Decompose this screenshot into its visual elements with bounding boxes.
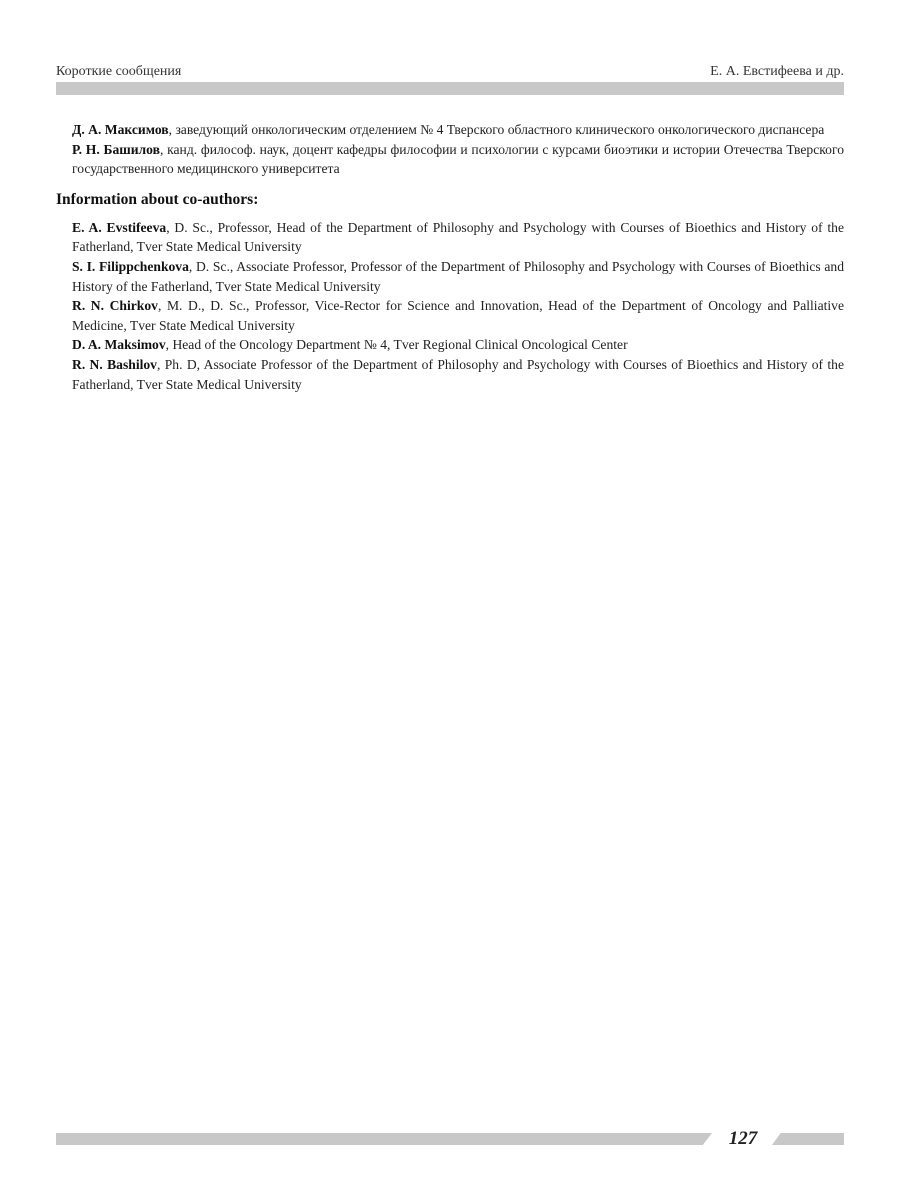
- author-name: R. N. Chirkov: [72, 298, 158, 314]
- author-details: , D. Sc., Professor, Head of the Department of Philosophy and Psychology with Courses of Bioethics and History of the Fatherland, Tver State Medical University: [72, 219, 844, 255]
- header-bar: [56, 82, 844, 95]
- author-name: E. A. Evstifeeva: [72, 219, 167, 235]
- author-entry-ru-bashilov: [56, 140, 844, 179]
- author-details: , канд. философ. наук, доцент кафедры философии и психологии с курсами биоэтики и истории Отечества Тверского государственного медицинского университета: [72, 141, 844, 177]
- author-entry-en-filippchenkova: [56, 257, 844, 296]
- author-name: R. N. Bashilov: [72, 356, 157, 372]
- author-details: , Head of the Oncology Department № 4, Tver Regional Clinical Oncological Center: [165, 337, 628, 353]
- author-details: , Ph. D, Associate Professor of the Department of Philosophy and Psychology with Courses of Bioethics and History of the Fatherland, Tver State Medical University: [72, 356, 844, 392]
- author-details: , заведующий онкологическим отделением № 4 Тверского областного клинического онкологического диспансера: [168, 122, 825, 137]
- section-heading-coauthors: Information about co-authors:: [56, 190, 259, 208]
- author-name: D. A. Maksimov: [72, 337, 166, 353]
- main-content: [56, 120, 844, 394]
- author-name: S. I. Filippchenkova: [72, 258, 189, 274]
- author-details: , D. Sc., Associate Professor, Professor of the Department of Philosophy and Psychology with Courses of Bioethics and History of the Fatherland, Tver State Medical University: [72, 258, 845, 294]
- article-authors: Е. А. Евстифеева и др.: [710, 64, 844, 79]
- page-number: 127: [728, 1128, 758, 1149]
- author-details: , M. D., D. Sc., Professor, Vice-Rector for Science and Innovation, Head of the Department of Oncology and Palliative Medicine, Tver State Medical University: [72, 298, 845, 333]
- running-header: [56, 62, 844, 82]
- author-entry-en-bashilov: [56, 355, 844, 394]
- author-entry-en-chirkov: [56, 296, 844, 335]
- author-entry-en-evstifeeva: [56, 218, 844, 257]
- author-entry-ru-maksimov: [56, 120, 844, 140]
- footer-bar-left: [56, 1133, 712, 1145]
- author-name: Р. Н. Башилов: [72, 141, 160, 157]
- author-name: Д. А. Максимов: [72, 122, 169, 137]
- journal-section-title: Короткие сообщения: [56, 64, 182, 79]
- author-entry-en-maksimov: [56, 335, 844, 355]
- footer-bar-right: [772, 1133, 844, 1145]
